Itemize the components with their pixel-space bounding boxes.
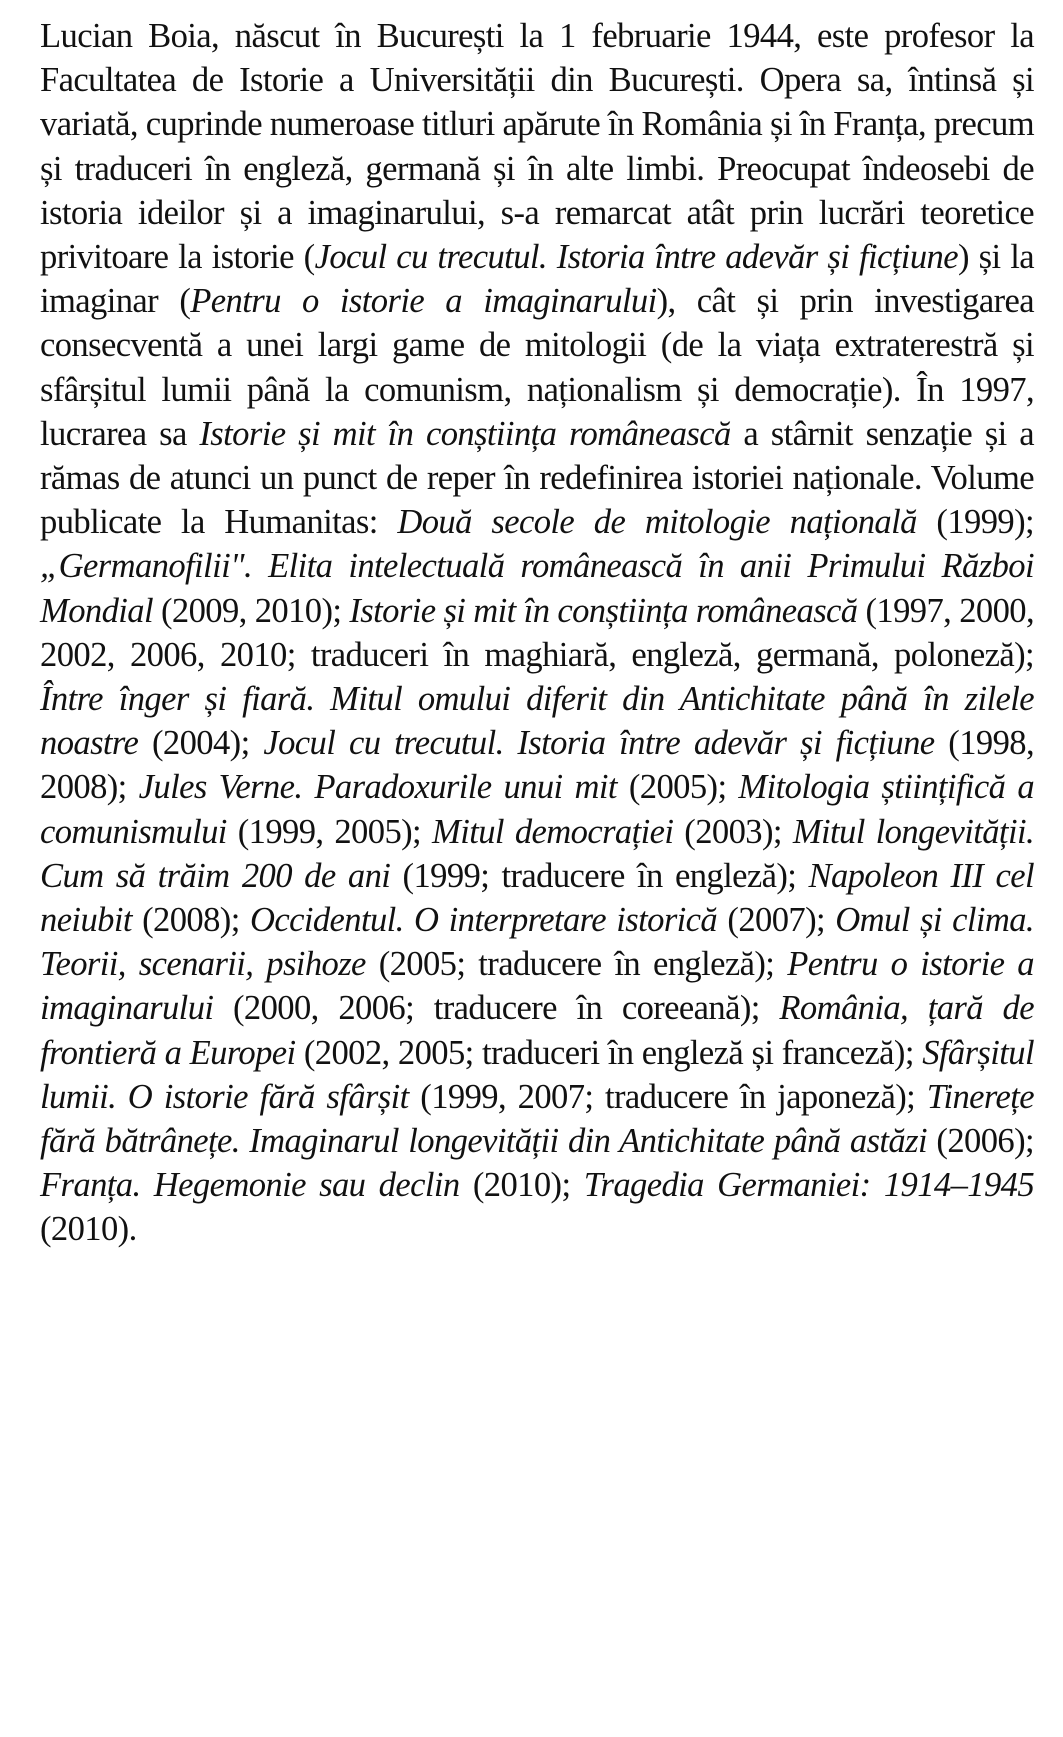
book-title-italic: Tinerețe fără bătrânețe. Imaginarul longevității din Antichitate până astăzi bbox=[40, 1077, 1034, 1161]
bio-text-run: (2003); bbox=[673, 812, 793, 851]
book-title-italic: Sfârșitul lumii. O istorie fără sfârșit bbox=[40, 1033, 1034, 1116]
book-title-italic: „Germanofilii". Elita intelectuală românească în anii Primului Război Mondial bbox=[40, 547, 1034, 630]
bio-text-run: ), cât și prin investigarea consecventă a unei largi game de mitologii (de la viața extraterestră și sfârșitul lumii până la comunism, naționalism și democrație). În 1997, lucrarea sa bbox=[40, 282, 1034, 453]
book-title-italic: Pentru o istorie a imaginarului bbox=[40, 945, 1034, 1028]
book-title-italic: Occidentul. O interpretare istorică bbox=[249, 901, 718, 940]
bio-text-run: (2009, 2010); bbox=[152, 591, 350, 630]
book-title-italic: Istorie și mit în conștiința românească bbox=[349, 591, 858, 630]
book-title-italic: Mitul democrației bbox=[431, 812, 674, 851]
bio-text-run: (2007); bbox=[717, 901, 836, 940]
bio-text-run: Lucian Boia, născut în București la 1 februarie 1944, este profesor la Facultatea de Istorie a Universității din București. Opera sa, întinsă și variată, cuprinde numeroase titluri apărute în România și în Franța, precum și traduceri în engleză, germană și în alte limbi. Preocupat îndeosebi de istoria ideilor și a imaginarului, s-a remarcat atât prin lucrări teoretice privitoare la istorie ( bbox=[40, 17, 1034, 277]
book-title-italic: Franța. Hegemonie sau declin bbox=[40, 1166, 460, 1205]
bio-text-run: (2000, 2006; traducere în coreeană); bbox=[213, 989, 780, 1028]
bio-text-run: a stârnit senzație și a rămas de atunci un punct de reper în redefinirea istoriei naționale. Volume publicate la Humanitas: bbox=[40, 414, 1034, 542]
book-title-italic: Istorie și mit în conștiința românească bbox=[199, 414, 731, 453]
book-title-italic: Între înger și fiară. Mitul omului diferit din Antichitate până în zilele noastre bbox=[40, 680, 1034, 763]
bio-text-run: (2004); bbox=[138, 724, 264, 763]
bio-text-run: (2006); bbox=[926, 1122, 1034, 1161]
book-title-italic: Omul și clima. Teorii, scenarii, psihoze bbox=[40, 901, 1034, 984]
bio-text-run: (1999, 2005); bbox=[226, 812, 432, 851]
book-title-italic: Jocul cu trecutul. Istoria între adevăr și ficțiune bbox=[263, 724, 935, 763]
bio-text-run: (1999); bbox=[916, 503, 1034, 542]
bio-text-run: (2002, 2005; traduceri în engleză și franceză); bbox=[295, 1033, 923, 1072]
book-title-italic: Mitologia științifică a comunismului bbox=[40, 768, 1035, 851]
bio-text-run: ) și la imaginar ( bbox=[40, 238, 1034, 321]
book-title-italic: România, țară de frontieră a Europei bbox=[40, 989, 1034, 1072]
bio-text-run: (2010); bbox=[459, 1166, 584, 1205]
bio-text-run: (2005; traducere în engleză); bbox=[365, 945, 788, 984]
bio-text-run: (1997, 2000, 2002, 2006, 2010; traduceri în maghiară, engleză, germană, poloneză); bbox=[40, 591, 1035, 674]
bio-text-run: (1999, 2007; traducere în japoneză); bbox=[408, 1077, 927, 1116]
bio-text-run: (1998, 2008); bbox=[40, 724, 1034, 807]
bio-text-run: (2005); bbox=[616, 768, 739, 807]
page bbox=[40, 14, 1034, 1252]
book-title-italic: Napoleon III cel neiubit bbox=[40, 856, 1034, 940]
book-title-italic: Pentru o istorie a imaginarului bbox=[190, 282, 657, 321]
book-title-italic: Jocul cu trecutul. Istoria între adevăr și ficțiune bbox=[314, 238, 958, 277]
book-title-italic: Două secole de mitologie națională bbox=[397, 503, 917, 542]
book-title-italic: Mitul longevității. Cum să trăim 200 de ani bbox=[40, 812, 1035, 895]
author-bio-paragraph bbox=[40, 14, 1034, 1252]
bio-text-run: (2010). bbox=[40, 1210, 137, 1249]
bio-text-run: (1999; traducere în engleză); bbox=[390, 856, 809, 895]
bio-text-run: (2008); bbox=[131, 901, 250, 940]
book-title-italic: Jules Verne. Paradoxurile unui mit bbox=[138, 768, 617, 807]
book-title-italic: Tragedia Germaniei: 1914–1945 bbox=[583, 1166, 1035, 1205]
